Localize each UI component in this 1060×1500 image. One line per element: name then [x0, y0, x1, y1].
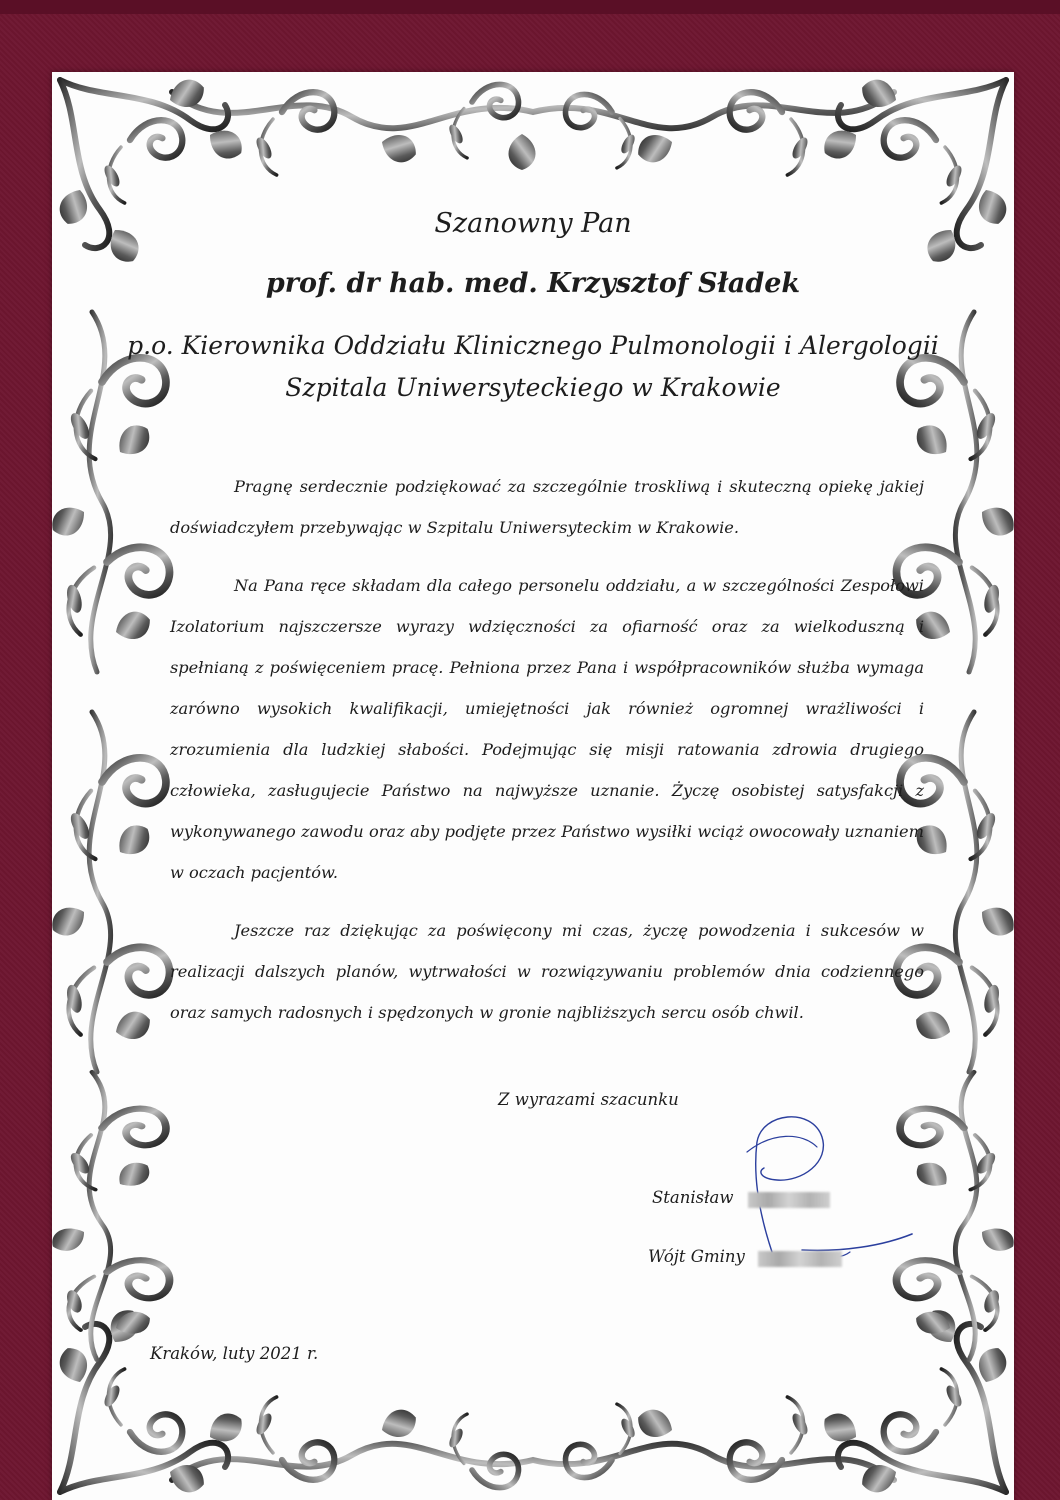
folder-top-edge [0, 0, 1060, 14]
paragraph-1: Pragnę serdecznie podziękować za szczególnie troskliwą i skuteczną opiekę jakiej doświadczyłem przebywając w Szpitalu Uniwersyteckim w Krakowie. [170, 477, 924, 537]
bottom-ornament [172, 1397, 894, 1488]
letter-body [170, 466, 924, 1050]
signatory-role: Wójt Gminy [648, 1247, 745, 1266]
closing-phrase: Z wyrazami szacunku [498, 1090, 679, 1109]
redacted-municipality [758, 1251, 842, 1267]
salutation: Szanowny Pan [434, 208, 632, 239]
handwritten-signature [652, 1102, 922, 1262]
signatory-name: Stanisław [652, 1188, 734, 1207]
recipient-name: prof. dr hab. med. Krzysztof Sładek [265, 268, 801, 299]
redacted-surname [748, 1192, 830, 1208]
letter-sheet [52, 72, 1014, 1500]
top-ornament [172, 84, 894, 175]
paragraph-2: Na Pana ręce składam dla całego personelu oddziału, a w szczególności Zespołowi Izolatorium najszczersze wyrazy wdzięczności za ofiarność oraz za wielkoduszną i spełnianą z poświęceniem pracę. Pełniona przez Pana i współpracowników służba wymaga zarówno wysokich kwalifikacji, umiejętności jak również ogromnej wrażliwości i zrozumienia dla ludzkiej słabości. Podejmując się misji ratowania zdrowia drugiego człowieka, zasługujecie Państwo na najwyższe uznanie. Życzę osobistej satysfakcji z wykonywanego zawodu oraz aby podjęte przez Państwo wysiłki wciąż owocowały uznaniem w oczach pacjentów. [170, 576, 924, 882]
place-and-date: Kraków, luty 2021 r. [150, 1344, 319, 1363]
paragraph-3: Jeszcze raz dziękując za poświęcony mi czas, życzę powodzenia i sukcesów w realizacji dalszych planów, wytrwałości w rozwiązywaniu problemów dnia codziennego oraz samych radosnych i spędzonych w gronie najbliższych sercu osób chwil. [170, 921, 924, 1022]
recipient-title: p.o. Kierownika Oddziału Klinicznego Pulmonologii i Alergologii Szpitala Uniwersyteckiego w Krakowie [127, 331, 939, 402]
